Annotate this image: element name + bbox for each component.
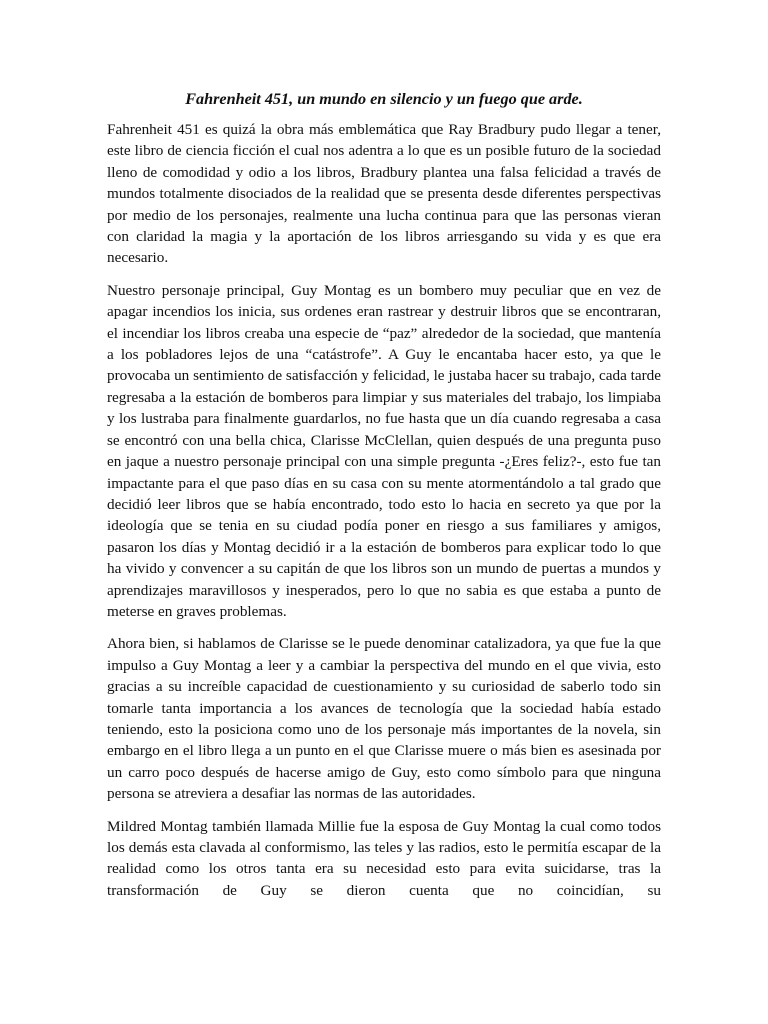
- document-title: Fahrenheit 451, un mundo en silencio y un fuego que arde.: [185, 90, 583, 108]
- document-body: [107, 88, 661, 901]
- paragraph-clarisse: Ahora bien, si hablamos de Clarisse se le puede denominar catalizadora, ya que fue la que impulso a Guy Montag a leer y a cambiar la perspectiva del mundo en el que vivia, esto gracias a su increíble capacidad de cuestionamiento y su curiosidad de saberlo todo sin tomarle tanta importancia a los avances de tecnología que la sociedad había estado teniendo, esto la posiciona como uno de los personaje más importantes de la novela, sin embargo en el libro llega a un punto en el que Clarisse muere o más bien es asesinada por un carro poco después de hacerse amigo de Guy, esto como símbolo para que ninguna persona se atreviera a desafiar las normas de las autoridades.: [107, 635, 661, 803]
- paragraph-mildred: Mildred Montag también llamada Millie fue la esposa de Guy Montag la cual como todos los demás esta clavada al conformismo, las teles y las radios, esto le permitía escapar de la realidad como los otros tanta era su necesidad esto para evita suicidarse, tras la transformación de Guy se dieron cuenta que no coincidían, su: [107, 817, 661, 899]
- paragraph-guy-montag: Nuestro personaje principal, Guy Montag es un bombero muy peculiar que en vez de apagar incendios los inicia, sus ordenes eran rastrear y destruir libros que se encontraran, el incendiar los libros creaba una especie de “paz” alrededor de la sociedad, que mantenía a los pobladores lejos de una “catástrofe”. A Guy le encantaba hacer esto, ya que le provocaba un sentimiento de satisfacción y felicidad, le justaba hacer su trabajo, cada tarde regresaba a la estación de bomberos para limpiar y sus materiales del trabajo, los limpiaba y los lustraba para finalmente guardarlos, no fue hasta que un día cuando regresaba a casa se encontró con una bella chica, Clarisse McClellan, quien después de una pregunta puso en jaque a nuestro personaje principal con una simple pregunta -¿Eres feliz?-, esto fue tan impactante para el que paso días en su casa con su mente atormentándolo a tal grado que decidió leer libros que se había encontrado, todo esto lo hacia en secreto ya que por la ideología que se tenia en su ciudad podía poner en riesgo a sus familiares y amigos, pasaron los días y Montag decidió ir a la estación de bomberos para explicar todo lo que ha vivido y convencer a su capitán de que los libros son un mundo de puertas a mundos y aprendizajes maravillosos y inesperados, pero lo que no sabia es que estaba a punto de meterse en graves problemas.: [107, 281, 661, 620]
- paragraph-intro: Fahrenheit 451 es quizá la obra más emblemática que Ray Bradbury pudo llegar a tener, este libro de ciencia ficción el cual nos adentra a lo que es un posible futuro de la sociedad lleno de comodidad y odio a los libros, Bradbury plantea una falsa felicidad a través de mundos totalmente disociados de la realidad que se presenta desde diferentes perspectivas por medio de los personajes, realmente una lucha continua para que las personas vieran con claridad la magia y la aportación de los libros arriesgando su vida y es que era necesario.: [107, 121, 661, 267]
